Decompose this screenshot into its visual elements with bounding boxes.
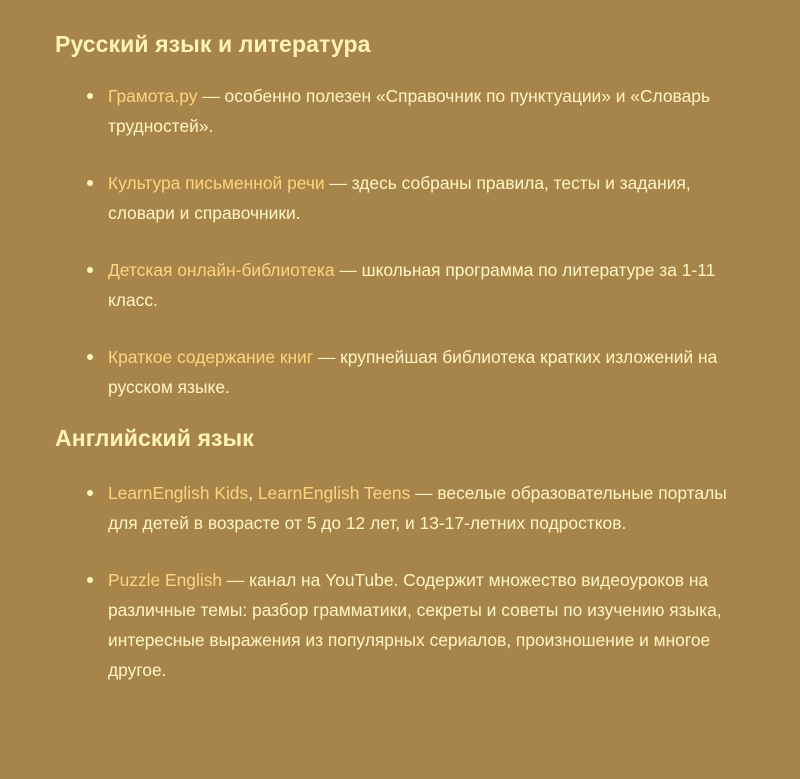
bullet-icon <box>87 490 93 496</box>
link-separator: , <box>248 483 258 503</box>
bullet-icon <box>87 577 93 583</box>
resource-list <box>55 478 800 685</box>
section-english <box>55 420 800 685</box>
resource-link-writing-culture[interactable]: Культура письменной речи <box>108 173 325 193</box>
list-item <box>55 565 748 685</box>
resource-link-learnenglish-teens[interactable]: LearnEnglish Teens <box>257 483 411 503</box>
list-item <box>55 81 748 141</box>
resource-link-kids-library[interactable]: Детская онлайн-библиотека <box>108 260 335 280</box>
list-item <box>55 168 748 228</box>
section-title: Английский язык <box>55 425 254 451</box>
resource-link-book-summaries[interactable]: Краткое содержание книг <box>108 347 314 367</box>
item-description: — крупнейшая библиотека кратких изложений на русском языке. <box>108 347 718 397</box>
bullet-icon <box>87 267 93 273</box>
item-description: — школьная программа по литературе за 1-11 класс. <box>108 260 716 310</box>
bullet-icon <box>87 93 93 99</box>
list-item <box>55 478 748 538</box>
item-description: — канал на YouTube. Содержит множество видеоуроков на различные темы: разбор грамматики, секреты и советы по изучению языка, интересные выражения из популярных сериалов, произношение и многое другое. <box>108 570 722 680</box>
list-item <box>55 342 748 402</box>
bullet-icon <box>87 354 93 360</box>
section-russian <box>55 26 800 402</box>
item-description: — особенно полезен «Справочник по пунктуации» и «Словарь трудностей». <box>108 86 710 136</box>
item-description: — веселые образовательные порталы для детей в возрасте от 5 до 12 лет, и 13-17-летних подростков. <box>108 483 727 533</box>
section-title: Русский язык и литература <box>55 31 371 57</box>
resource-link-puzzle-english[interactable]: Puzzle English <box>108 570 223 590</box>
item-description: — здесь собраны правила, тесты и задания, словари и справочники. <box>108 173 691 223</box>
resource-list <box>55 81 800 402</box>
resource-link-learnenglish-kids[interactable]: LearnEnglish Kids <box>108 483 249 503</box>
list-item <box>55 255 748 315</box>
bullet-icon <box>87 180 93 186</box>
resource-link-gramota[interactable]: Грамота.ру <box>108 86 198 106</box>
